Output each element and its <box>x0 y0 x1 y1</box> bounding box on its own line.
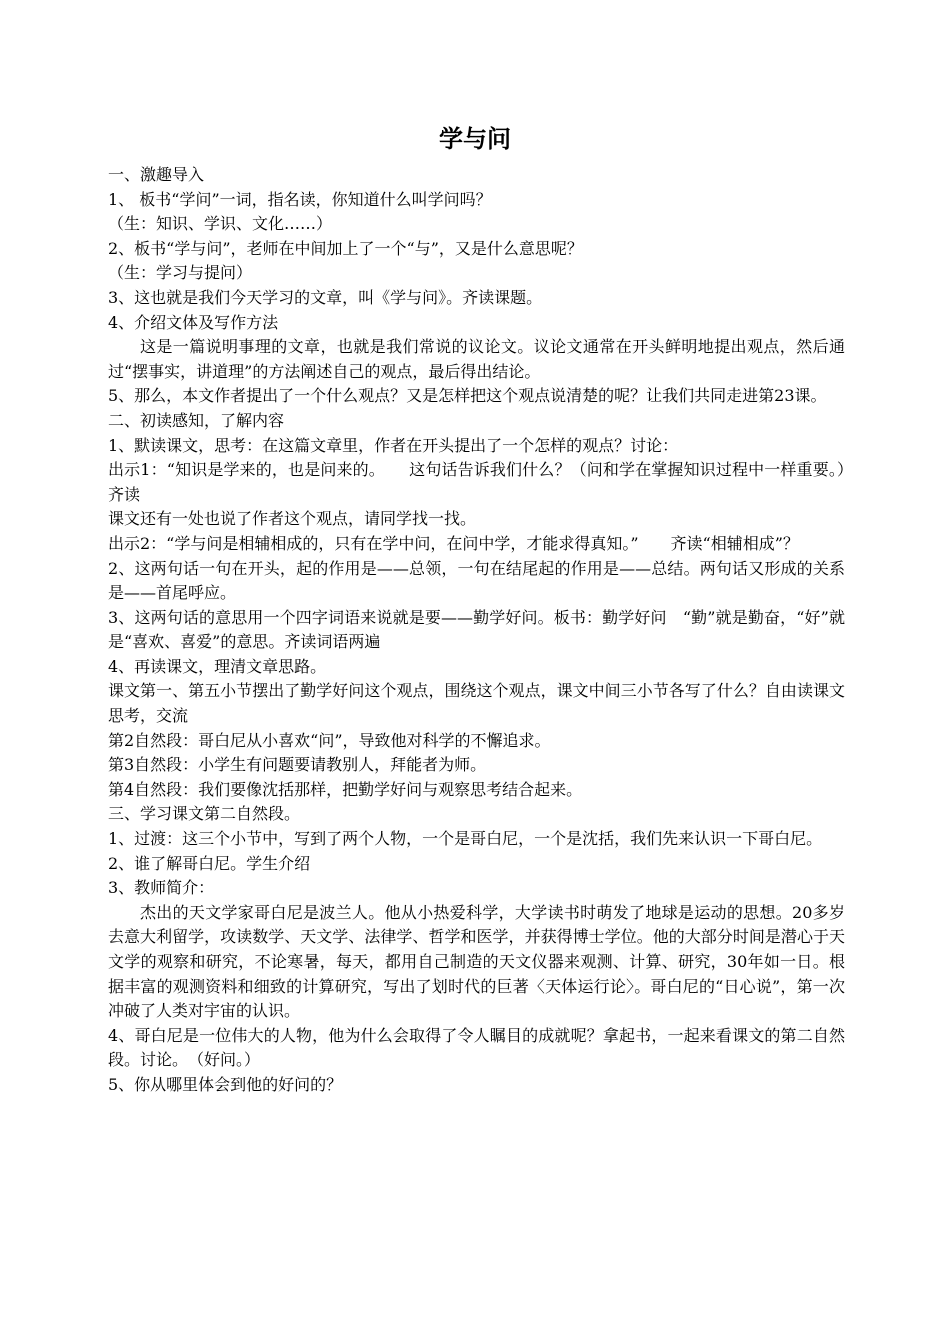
paragraph: 3、教师简介： <box>108 878 215 898</box>
paragraph: 杰出的天文学家哥白尼是波兰人。他从小热爱科学，大学读书时萌发了地球是运动的思想。20多岁去意大利留学，攻读数学、天文学、法律学、哲学和医学，并获得博士学位。他的大部分时间是潜心于天文学的观察和研究，不论寒暑，每天，都用自己制造的天文仪器来观测、计算、研究，30年如一日。根据丰富的观测资料和细致的计算研究，写出了划时代的巨著〈天体运行论〉。哥白尼的“日心说”，第一次冲破了人类对宇宙的认识。 <box>108 902 845 1021</box>
paragraph: 第4自然段：我们要像沈括那样，把勤学好问与观察思考结合起来。 <box>108 779 583 799</box>
paragraph: 第3自然段：小学生有问题要请教别人，拜能者为师。 <box>108 755 487 775</box>
paragraph: 二、初读感知，了解内容 <box>108 410 285 430</box>
paragraph: 2、这两句话一句在开头，起的作用是——总领，一句在结尾起的作用是——总结。两句话又形成的关系是——首尾呼应。 <box>108 558 845 603</box>
paragraph: 2、谁了解哥白尼。学生介绍 <box>108 853 311 873</box>
paragraph: 三、学习课文第二自然段。 <box>108 804 301 824</box>
paragraph: 3、这两句话的意思用一个四字词语来说就是要——勤学好问。板书：勤学好问 “勤”就是勤奋，“好”就是“喜欢、喜爱”的意思。齐读词语两遍 <box>108 607 845 652</box>
paragraph: 出示2：“学与问是相辅相成的，只有在学中问，在问中学，才能求得真知。” 齐读“相辅相成”？ <box>108 533 799 553</box>
paragraph: 1、过渡：这三个小节中，写到了两个人物，一个是哥白尼，一个是沈括，我们先来认识一下哥白尼。 <box>108 829 823 849</box>
paragraph: 1、 板书“学问”一词，指名读，你知道什么叫学问吗？ <box>108 189 492 209</box>
paragraph: （生：知识、学识、文化……） <box>108 214 333 234</box>
paragraph: 4、哥白尼是一位伟大的人物，他为什么会取得了令人瞩目的成就呢？拿起书，一起来看课文的第二自然段。讨论。 （好问。） <box>108 1025 845 1070</box>
paragraph: 课文还有一处也说了作者这个观点，请同学找一找。 <box>108 509 477 529</box>
paragraph: 这是一篇说明事理的文章，也就是我们常说的议论文。议论文通常在开头鲜明地提出观点，然后通过“摆事实，讲道理”的方法阐述自己的观点，最后得出结论。 <box>108 337 845 381</box>
paragraph: 4、介绍文体及写作方法 <box>108 312 279 332</box>
paragraph: 3、这也就是我们今天学习的文章，叫《学与问》。齐读课题。 <box>108 287 543 307</box>
paragraph: 4、再读课文，理清文章思路。 <box>108 656 327 676</box>
paragraph: 课文第一、第五小节摆出了勤学好问这个观点，围绕这个观点，课文中间三小节各写了什么？自由读课文思考，交流 <box>108 681 845 726</box>
paragraph: 5、那么，本文作者提出了一个什么观点？又是怎样把这个观点说清楚的呢？让我们共同走进第23课。 <box>108 386 827 406</box>
paragraph: 1、默读课文，思考：在这篇文章里，作者在开头提出了一个怎样的观点？讨论： <box>108 435 679 455</box>
paragraph: 一、激趣导入 <box>108 165 205 184</box>
page-title: 学与问 <box>439 124 511 153</box>
paragraph: 第2自然段：哥白尼从小喜欢“问”，导致他对科学的不懈追求。 <box>108 730 551 750</box>
document-body <box>108 163 845 1098</box>
paragraph: 出示1：“知识是学来的，也是问来的。 这句话告诉我们什么？（问和学在掌握知识过程中一样重要。）齐读 <box>108 460 845 504</box>
paragraph: 5、你从哪里体会到他的好问的？ <box>108 1074 343 1094</box>
paragraph: （生：学习与提问） <box>108 263 253 283</box>
paragraph: 2、板书“学与问”，老师在中间加上了一个“与”，又是什么意思呢？ <box>108 238 583 258</box>
